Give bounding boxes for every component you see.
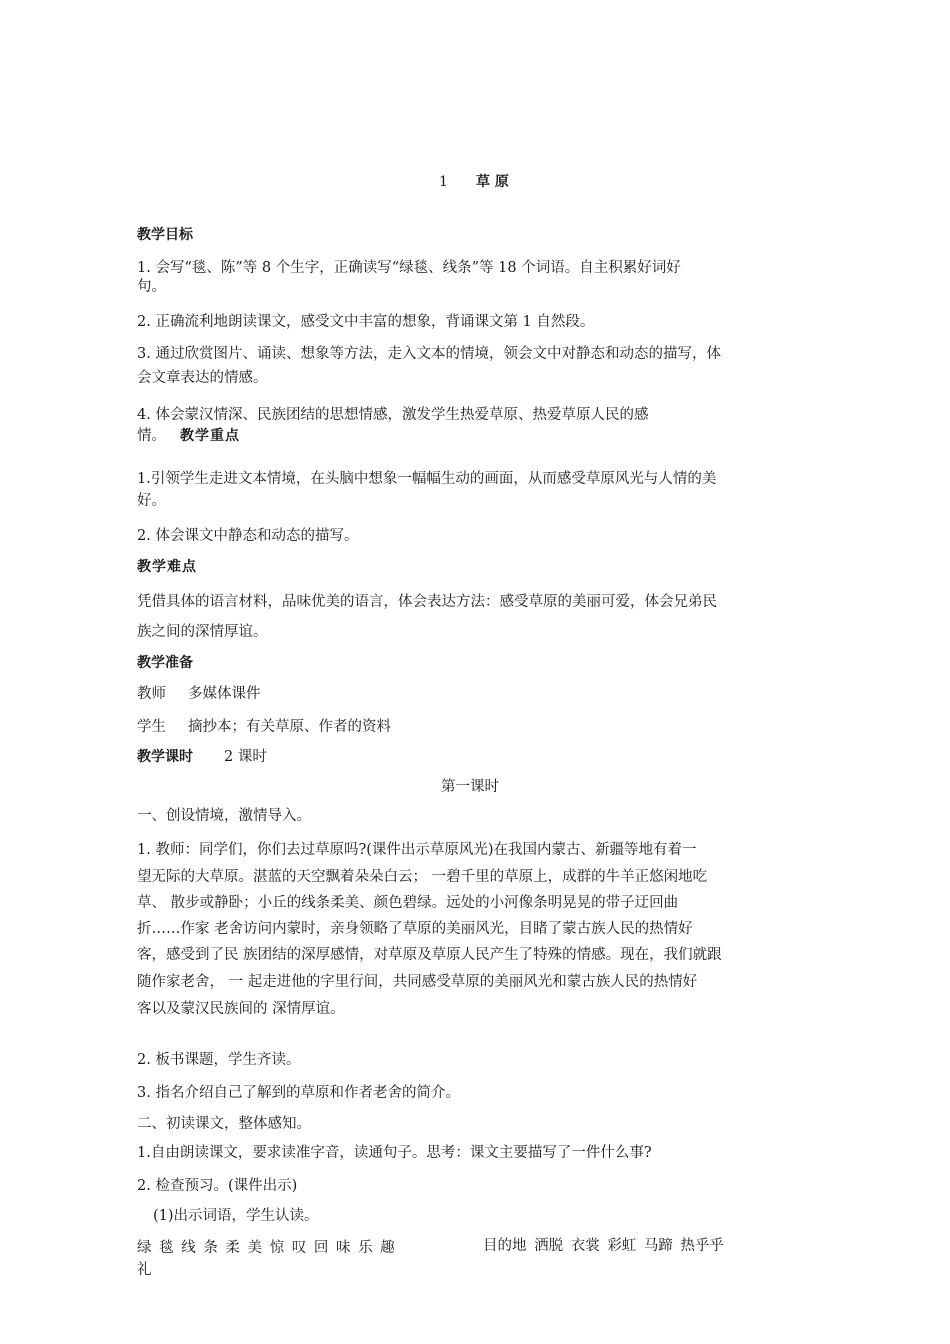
prep-student-value: 摘抄本；有关草原、作者的资料 (188, 719, 391, 735)
question-1: 1.自由朗读课文，要求读准字音，读通句子。思考：课文主要描写了一件什么事? (137, 1145, 652, 1161)
para-1-line-7: 客以及蒙汉民族间的 深情厚谊。 (137, 1001, 345, 1017)
vocab-words-c: 礼 (137, 1262, 152, 1278)
lesson-number: 1 (439, 174, 448, 190)
para-1-line-2: 望无际的大草原。湛蓝的天空飘着朵朵白云； 一碧千里的草原上，成群的牛羊正悠闲地吃 (137, 869, 708, 885)
goals-heading: 教学目标 (137, 227, 193, 243)
goal-2: 2. 正确流利地朗读课文，感受文中丰富的想象，背诵课文第 1 自然段。 (137, 314, 595, 330)
para-1-line-1: 1. 教师：同学们，你们去过草原吗?(课件出示草原风光)在我国内蒙古、新疆等地有着一 (137, 842, 697, 858)
keypoint-1-line-1: 1.引领学生走进文本情境，在头脑中想象一幅幅生动的画面，从而感受草原风光与人情的美 (137, 471, 717, 487)
hours-value: 2 课时 (224, 749, 267, 765)
goal-3-line-2: 会文章表达的情感。 (137, 370, 268, 386)
para-1-line-4: 折……作家 老舍访问内蒙时，亲身领略了草原的美丽风光，目睹了蒙古族人民的热情好 (137, 921, 693, 937)
para-2: 2. 板书课题，学生齐读。 (137, 1052, 301, 1068)
vocab-words-a: 绿 毯 线 条 柔 美 惊 叹 回 味 乐 趣 (137, 1240, 395, 1256)
keypoint-1-line-2: 好。 (137, 493, 166, 509)
para-1-line-3: 草、 散步或静卧；小丘的线条柔美、颜色碧绿。远处的小河像条明晃晃的带子迂回曲 (137, 895, 679, 911)
para-1-line-5: 客，感受到了民 族团结的深厚感情，对草原及草原人民产生了特殊的情感。现在，我们就跟 (137, 947, 722, 963)
vocab-words-b: 目的地 洒脱 衣裳 彩虹 马蹄 热乎乎 (483, 1238, 725, 1254)
goal-1-line-1: 1. 会写“毯、陈”等 8 个生字，正确读写“绿毯、线条”等 18 个词语。自主积累好词好 (137, 260, 681, 276)
goal-4-line-1: 4. 体会蒙汉情深、民族团结的思想情感，激发学生热爱草原、热爱草原人民的感 (137, 407, 649, 423)
prep-teacher-value: 多媒体课件 (188, 686, 261, 702)
keypoints-heading: 教学重点 (180, 428, 240, 444)
lesson-1-title: 第一课时 (441, 779, 499, 795)
section-1-heading: 一、创设情境，激情导入。 (137, 808, 311, 824)
difficulty-heading: 教学难点 (137, 559, 197, 575)
hours-heading: 教学课时 (137, 749, 193, 765)
lesson-title: 草 原 (476, 174, 509, 190)
question-2: 2. 检查预习。(课件出示) (137, 1178, 298, 1194)
prep-student-label: 学生 (137, 719, 166, 735)
goal-4-line-2: 情。 (137, 428, 166, 444)
question-2-sub-1: (1)出示词语，学生认读。 (153, 1208, 319, 1224)
goal-3-line-1: 3. 通过欣赏图片、诵读、想象等方法，走入文本的情境，领会文中对静态和动态的描写，体 (137, 346, 721, 362)
keypoint-2: 2. 体会课文中静态和动态的描写。 (137, 528, 359, 544)
prep-heading: 教学准备 (137, 655, 193, 671)
difficulty-line-1: 凭借具体的语言材料，品味优美的语言，体会表达方法：感受草原的美丽可爱，体会兄弟民 (137, 594, 717, 610)
para-1-line-6: 随作家老舍， 一 起走进他的字里行间，共同感受草原的美丽风光和蒙古族人民的热情好 (137, 974, 698, 990)
difficulty-line-2: 族之间的深情厚谊。 (137, 624, 268, 640)
section-2-heading: 二、初读课文，整体感知。 (137, 1116, 311, 1132)
prep-teacher-label: 教师 (137, 686, 166, 702)
para-3: 3. 指名介绍自己了解到的草原和作者老舍的简介。 (137, 1085, 460, 1101)
goal-1-line-2: 句。 (137, 279, 166, 295)
